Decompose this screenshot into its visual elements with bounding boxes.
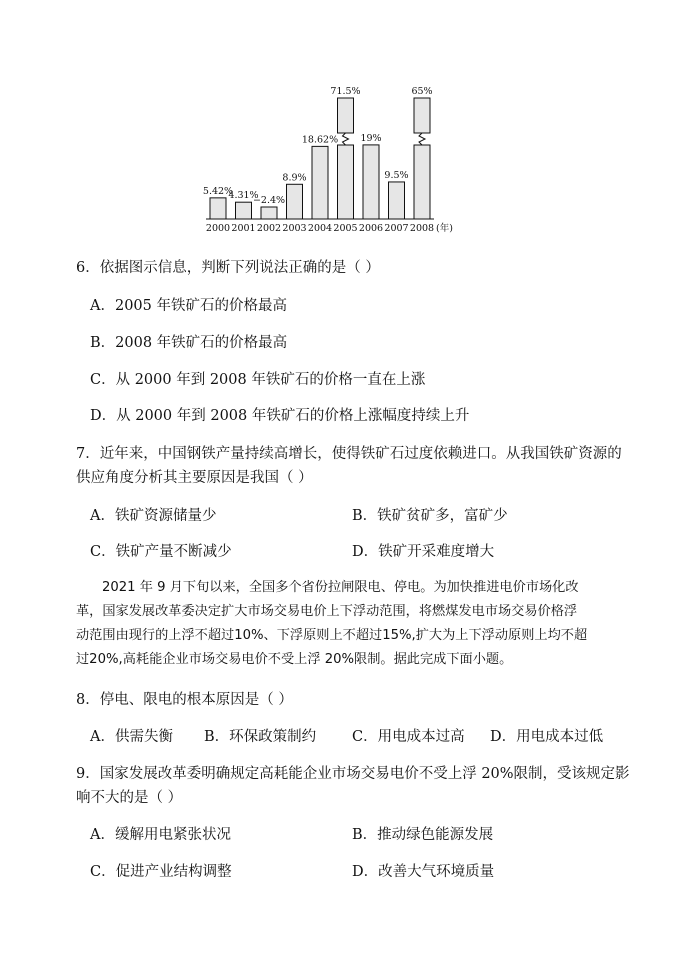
tick-label-2001: 2001 <box>231 223 256 234</box>
bar-2003 <box>287 184 303 219</box>
tick-label-2007: 2007 <box>384 223 409 234</box>
tick-label-2005: 2005 <box>333 223 358 234</box>
q7-option-c[interactable]: C．铁矿产量不断减少 <box>90 544 232 560</box>
q7-option-b[interactable]: B．铁矿贫矿多，富矿少 <box>352 508 508 524</box>
axis-break-2008 <box>419 133 425 145</box>
bar-2005 <box>338 145 354 219</box>
q6-option-b[interactable]: B．2008 年铁矿石的价格最高 <box>90 335 288 351</box>
bar-2008 <box>414 145 430 219</box>
bar-2006 <box>363 145 379 219</box>
tick-label-2006: 2006 <box>358 223 384 234</box>
data-label-2006: 19% <box>360 132 382 144</box>
question-7-stem-line1: 7．近年来，中国钢铁产量持续高增长，使得铁矿石过度依赖进口。从我国铁矿资源的 <box>76 446 622 462</box>
bar-2004 <box>312 146 328 219</box>
price-growth-chart <box>200 78 500 240</box>
data-label-2002: −2.4% <box>252 195 286 206</box>
data-label-2008: 65% <box>411 86 433 97</box>
q8-option-b[interactable]: B．环保政策制约 <box>204 729 317 745</box>
tick-label-2000: 2000 <box>205 223 231 234</box>
q6-option-c[interactable]: C．从 2000 年到 2008 年铁矿石的价格一直在上涨 <box>90 372 426 388</box>
q8-option-c[interactable]: C．用电成本过高 <box>352 729 465 745</box>
question-9-stem-line2: 响不大的是（ ） <box>76 790 183 806</box>
q6-option-d[interactable]: D．从 2000 年到 2008 年铁矿石的价格上涨幅度持续上升 <box>90 408 470 424</box>
q8-option-d[interactable]: D．用电成本过低 <box>490 729 604 745</box>
bar-2002 <box>261 207 277 219</box>
q9-option-c[interactable]: C．促进产业结构调整 <box>90 864 232 880</box>
data-label-2007: 9.5% <box>384 169 409 181</box>
tick-label-2008: 2008 <box>409 223 435 234</box>
q6-option-a[interactable]: A．2005 年铁矿石的价格最高 <box>90 298 287 314</box>
material-line-1: 2021 年 9 月下旬以来，全国多个省份拉闸限电、停电。为加快推进电价市场化改 <box>102 580 579 595</box>
q9-option-b[interactable]: B．推动绿色能源发展 <box>352 827 494 843</box>
material-line-4: 过20%,高耗能企业市场交易电价不受上浮 20%限制。据此完成下面小题。 <box>76 652 513 667</box>
material-line-3: 动范围由现行的上浮不超过10%、下浮原则上不超过15%,扩大为上下浮动原则上均不超 <box>76 628 588 643</box>
tick-label-2003: 2003 <box>282 223 307 234</box>
bar-2001 <box>236 202 252 219</box>
x-axis-unit: (年) <box>436 223 453 234</box>
data-label-2000: 5.42% <box>202 185 234 197</box>
data-label-2004: 18.62% <box>301 134 339 146</box>
q7-option-d[interactable]: D．铁矿开采难度增大 <box>352 544 495 560</box>
question-6-stem: 6．依据图示信息，判断下列说法正确的是（ ） <box>76 260 380 276</box>
q8-option-a[interactable]: A．供需失衡 <box>90 729 173 745</box>
bar-2005-upper <box>338 98 354 133</box>
question-7-stem-line2: 供应角度分析其主要原因是我国（ ） <box>76 470 313 486</box>
tick-label-2004: 2004 <box>307 223 333 234</box>
question-8-stem: 8．停电、限电的根本原因是（ ） <box>76 692 293 708</box>
question-9-stem-line1: 9．国家发展改革委明确规定高耗能企业市场交易电价不受上浮 20%限制，受该规定影 <box>76 766 630 782</box>
tick-label-2002: 2002 <box>256 223 282 234</box>
q9-option-a[interactable]: A．缓解用电紧张状况 <box>90 827 231 843</box>
q7-option-a[interactable]: A．铁矿资源储量少 <box>90 508 217 524</box>
data-label-2001: 4.31% <box>228 190 259 202</box>
bar-2007 <box>389 182 405 219</box>
q8-options-row <box>0 727 688 747</box>
q9-option-d[interactable]: D．改善大气环境质量 <box>352 864 495 880</box>
data-label-2003: 8.9% <box>282 172 307 184</box>
axis-break-2005 <box>343 133 349 145</box>
material-paragraph <box>76 576 616 672</box>
data-label-2005: 71.5% <box>330 86 361 97</box>
bar-2008-upper <box>414 98 430 133</box>
bar-2000 <box>210 198 226 219</box>
material-line-2: 革，国家发展改革委决定扩大市场交易电价上下浮动范围，将燃煤发电市场交易价格浮 <box>76 604 578 619</box>
